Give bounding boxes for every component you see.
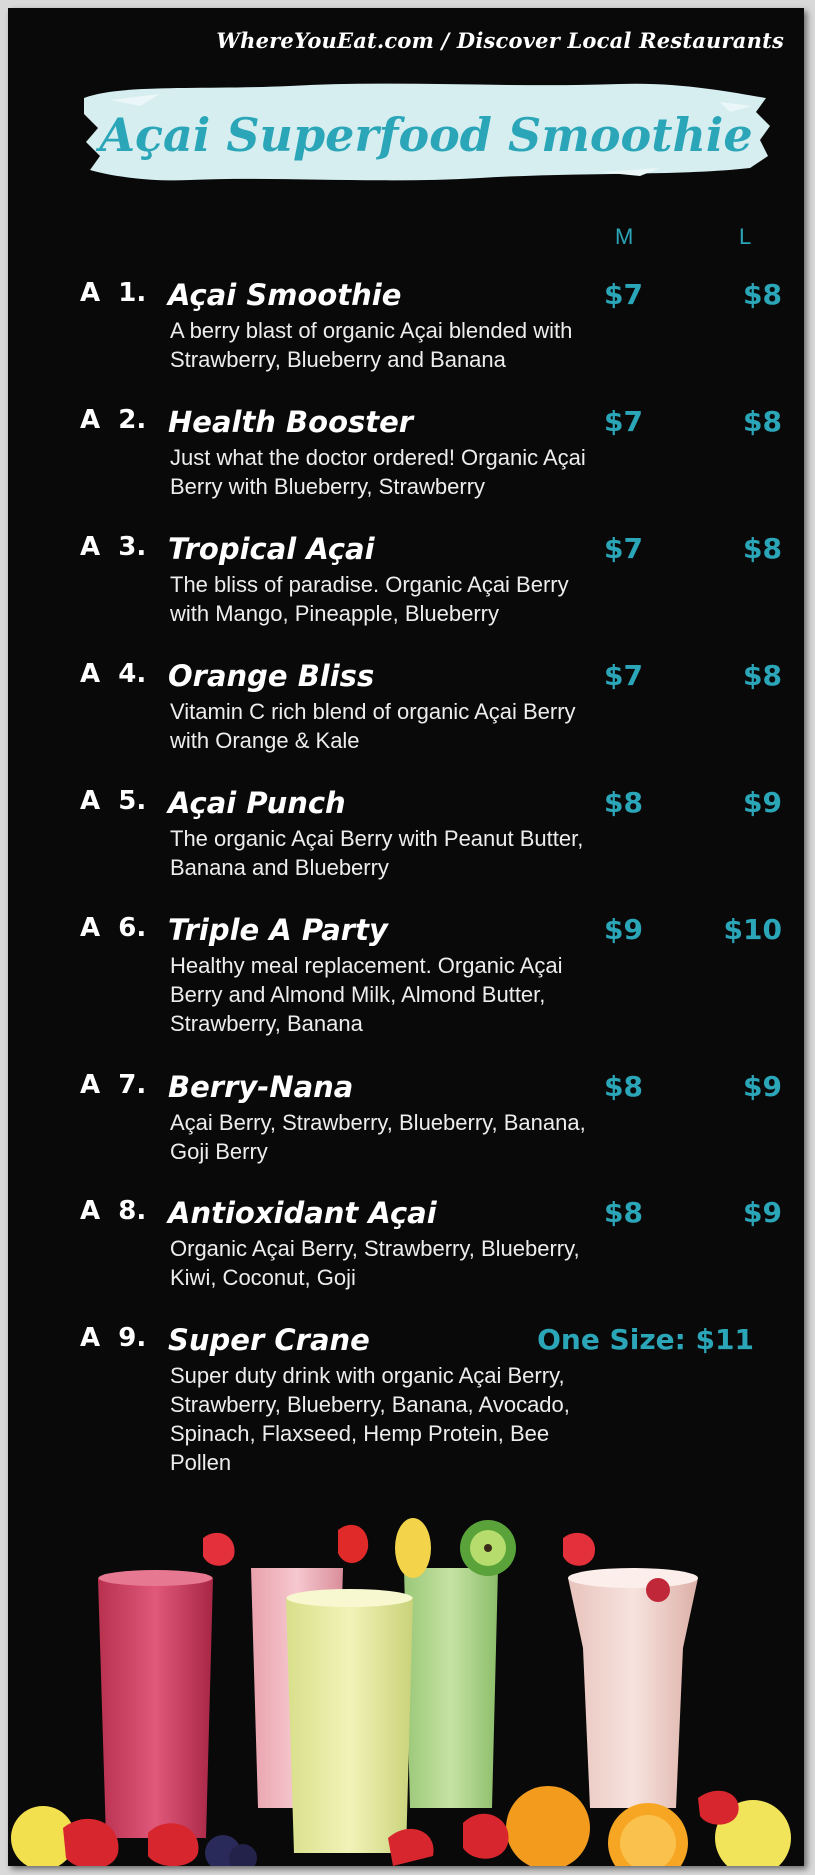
item-code: A 8.: [80, 1196, 147, 1226]
item-name: Triple A Party: [168, 913, 388, 947]
price-medium: $8: [604, 786, 643, 819]
size-header-row: [8, 224, 804, 254]
price-medium: $9: [604, 913, 643, 946]
price-large: $8: [743, 278, 782, 311]
price-medium: $8: [604, 1196, 643, 1229]
item-name: Super Crane: [168, 1323, 370, 1357]
price-large: $8: [743, 405, 782, 438]
item-name: Açai Smoothie: [168, 278, 402, 312]
watermark-text: WhereYouEat.com / Discover Local Restaurants: [216, 28, 784, 53]
item-name: Health Booster: [168, 405, 414, 439]
item-description: Super duty drink with organic Açai Berry, Strawberry, Blueberry, Banana, Avocado, Spinach, Flaxseed, Hemp Protein, Bee Pollen: [170, 1363, 570, 1475]
page-title: Açai Superfood Smoothie: [99, 108, 753, 162]
title-banner: [80, 76, 772, 188]
item-code: A 3.: [80, 532, 147, 562]
menu-board: [8, 8, 804, 1866]
item-name: Berry-Nana: [168, 1070, 354, 1104]
item-description: The bliss of paradise. Organic Açai Berry with Mango, Pineapple, Blueberry: [170, 572, 569, 626]
price-medium: $7: [604, 278, 643, 311]
price-large: $8: [743, 532, 782, 565]
item-name: Tropical Açai: [168, 532, 375, 566]
price-medium: $7: [604, 405, 643, 438]
item-description: A berry blast of organic Açai blended with Strawberry, Blueberry and Banana: [170, 318, 573, 372]
item-code: A 7.: [80, 1070, 147, 1100]
price-medium: $8: [604, 1070, 643, 1103]
item-description: Organic Açai Berry, Strawberry, Blueberry, Kiwi, Coconut, Goji: [170, 1236, 580, 1290]
price-large: $9: [743, 1070, 782, 1103]
item-code: A 9.: [80, 1323, 147, 1353]
price-large: $9: [743, 786, 782, 819]
price-large: $10: [723, 913, 782, 946]
item-name: Orange Bliss: [168, 659, 375, 693]
item-description: The organic Açai Berry with Peanut Butter, Banana and Blueberry: [170, 826, 584, 880]
item-description: Açai Berry, Strawberry, Blueberry, Banana, Goji Berry: [170, 1110, 586, 1164]
item-code: A 6.: [80, 913, 147, 943]
price-medium: $7: [604, 532, 643, 565]
item-name: Antioxidant Açai: [168, 1196, 437, 1230]
item-code: A 2.: [80, 405, 147, 435]
price-large: $8: [743, 659, 782, 692]
smoothie-glasses-illustration: [8, 1508, 804, 1866]
item-code: A 1.: [80, 278, 147, 308]
size-medium-label: M: [615, 224, 634, 249]
item-code: A 4.: [80, 659, 147, 689]
price-one-size: One Size: $11: [537, 1323, 754, 1356]
item-description: Vitamin C rich blend of organic Açai Berry with Orange & Kale: [170, 699, 576, 753]
item-description: Just what the doctor ordered! Organic Açai Berry with Blueberry, Strawberry: [170, 445, 586, 499]
item-description: Healthy meal replacement. Organic Açai Berry and Almond Milk, Almond Butter, Strawberry, Banana: [170, 953, 563, 1036]
item-code: A 5.: [80, 786, 147, 816]
price-large: $9: [743, 1196, 782, 1229]
price-medium: $7: [604, 659, 643, 692]
size-large-label: L: [739, 224, 752, 249]
item-name: Açai Punch: [168, 786, 346, 820]
